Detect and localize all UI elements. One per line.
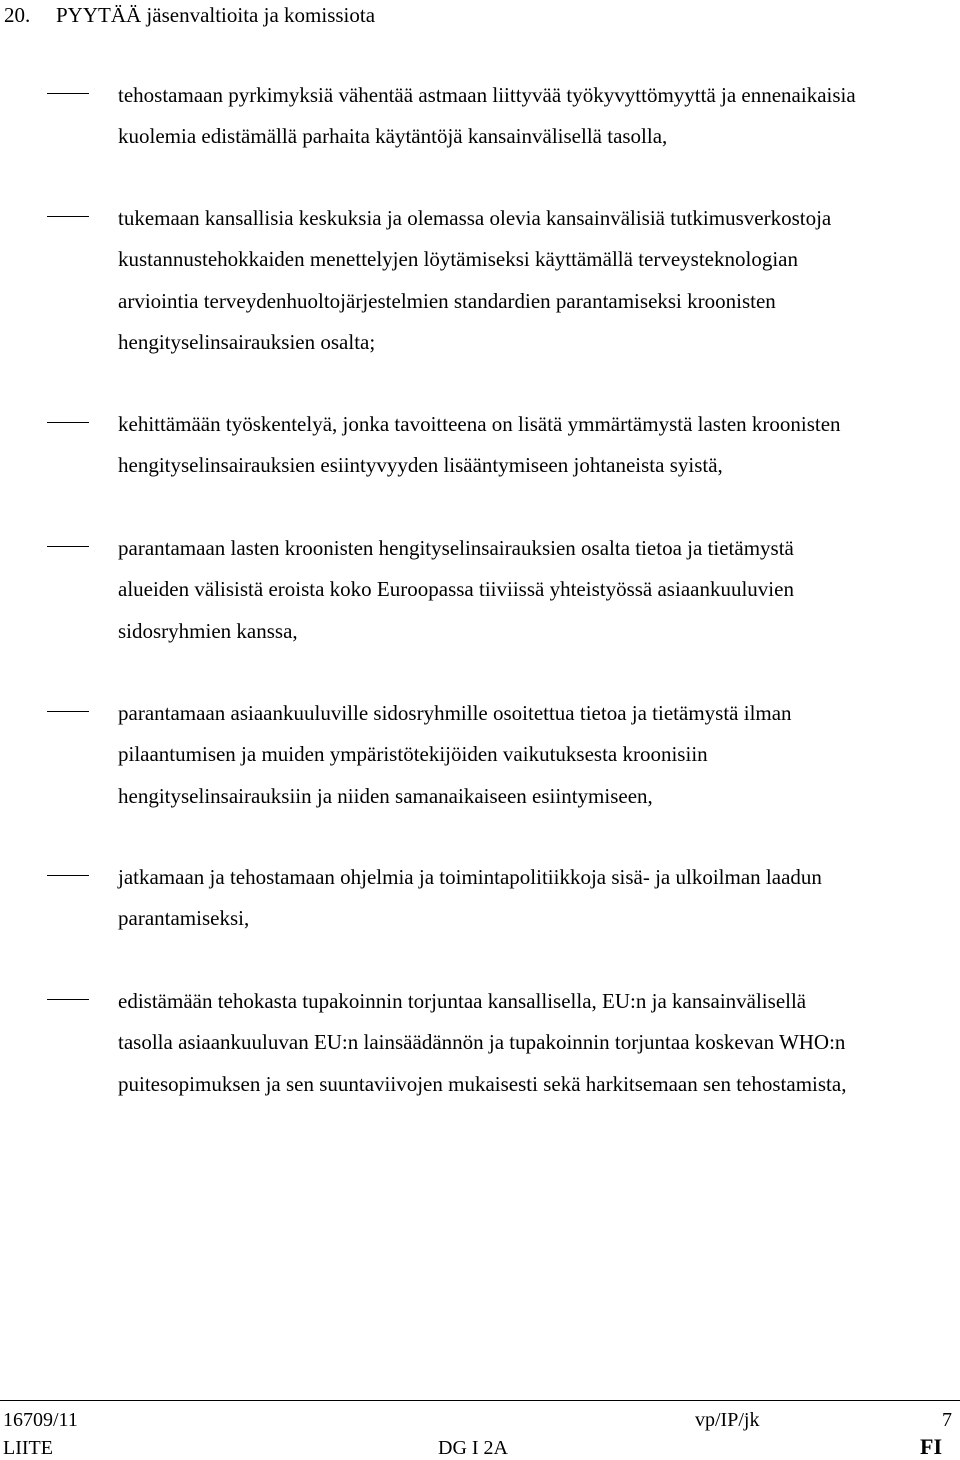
section-number: 20. <box>4 3 31 27</box>
list-item-text: parantamaan lasten kroonisten hengityselinsairauksien osalta tietoa ja tietämystä alueiden välisistä eroista koko Euroopassa tiiviissä yhteistyössä asiaankuuluvien sidosryhmien kanssa, <box>118 536 794 643</box>
dash-bullet <box>47 546 89 547</box>
footer-page-number: 7 <box>942 1409 952 1431</box>
list-item-text: tehostamaan pyrkimyksiä vähentää astmaan liittyvää työkyvyttömyyttä ja ennenaikaisia kuolemia edistämällä parhaita käytäntöjä kansainvälisellä tasolla, <box>118 83 856 149</box>
section-heading <box>4 2 375 28</box>
footer-doc-code: 16709/11 <box>3 1409 78 1431</box>
dash-bullet <box>47 711 89 712</box>
list-item-text: tukemaan kansallisia keskuksia ja olemassa olevia kansainvälisiä tutkimusverkostoja kustannustehokkaiden menettelyjen löytämiseksi käyttämällä terveysteknologian arviointia terveydenhuoltojärjestelmien standardien parantamiseksi kroonisten hengityselinsairauksien osalta; <box>118 206 832 354</box>
footer-dg-code: DG I 2A <box>438 1437 508 1459</box>
footer-reference: vp/IP/jk <box>695 1409 760 1431</box>
list-item-text: jatkamaan ja tehostamaan ohjelmia ja toimintapolitiikkoja sisä- ja ulkoilman laadun parantamiseksi, <box>118 865 822 931</box>
list-item-text: edistämään tehokasta tupakoinnin torjuntaa kansallisella, EU:n ja kansainvälisellä tasolla asiaankuuluvan EU:n lainsäädännön ja tupakoinnin torjuntaa koskevan WHO:n puitesopimuksen ja sen suuntaviivojen mukaisesti sekä harkitsemaan sen tehostamista, <box>118 989 847 1096</box>
page-footer <box>0 1400 960 1460</box>
dash-bullet <box>47 999 89 1000</box>
footer-language-code: FI <box>920 1434 942 1459</box>
dash-bullet <box>47 875 89 876</box>
list-item-text: parantamaan asiaankuuluville sidosryhmille osoitettua tietoa ja tietämystä ilman pilaantumisen ja muiden ympäristötekijöiden vaikutuksesta kroonisiin hengityselinsairauksiin ja niiden samanaikaiseen esiintymiseen, <box>118 701 792 808</box>
dash-bullet <box>47 216 89 217</box>
footer-annex-label: LIITE <box>3 1437 53 1459</box>
dash-bullet <box>47 93 89 94</box>
list-item-text: kehittämään työskentelyä, jonka tavoitteena on lisätä ymmärtämystä lasten kroonisten hengityselinsairauksien esiintyvyyden lisääntymiseen johtaneista syistä, <box>118 412 841 478</box>
dash-bullet <box>47 422 89 423</box>
section-heading-text: PYYTÄÄ jäsenvaltioita ja komissiota <box>56 3 376 27</box>
